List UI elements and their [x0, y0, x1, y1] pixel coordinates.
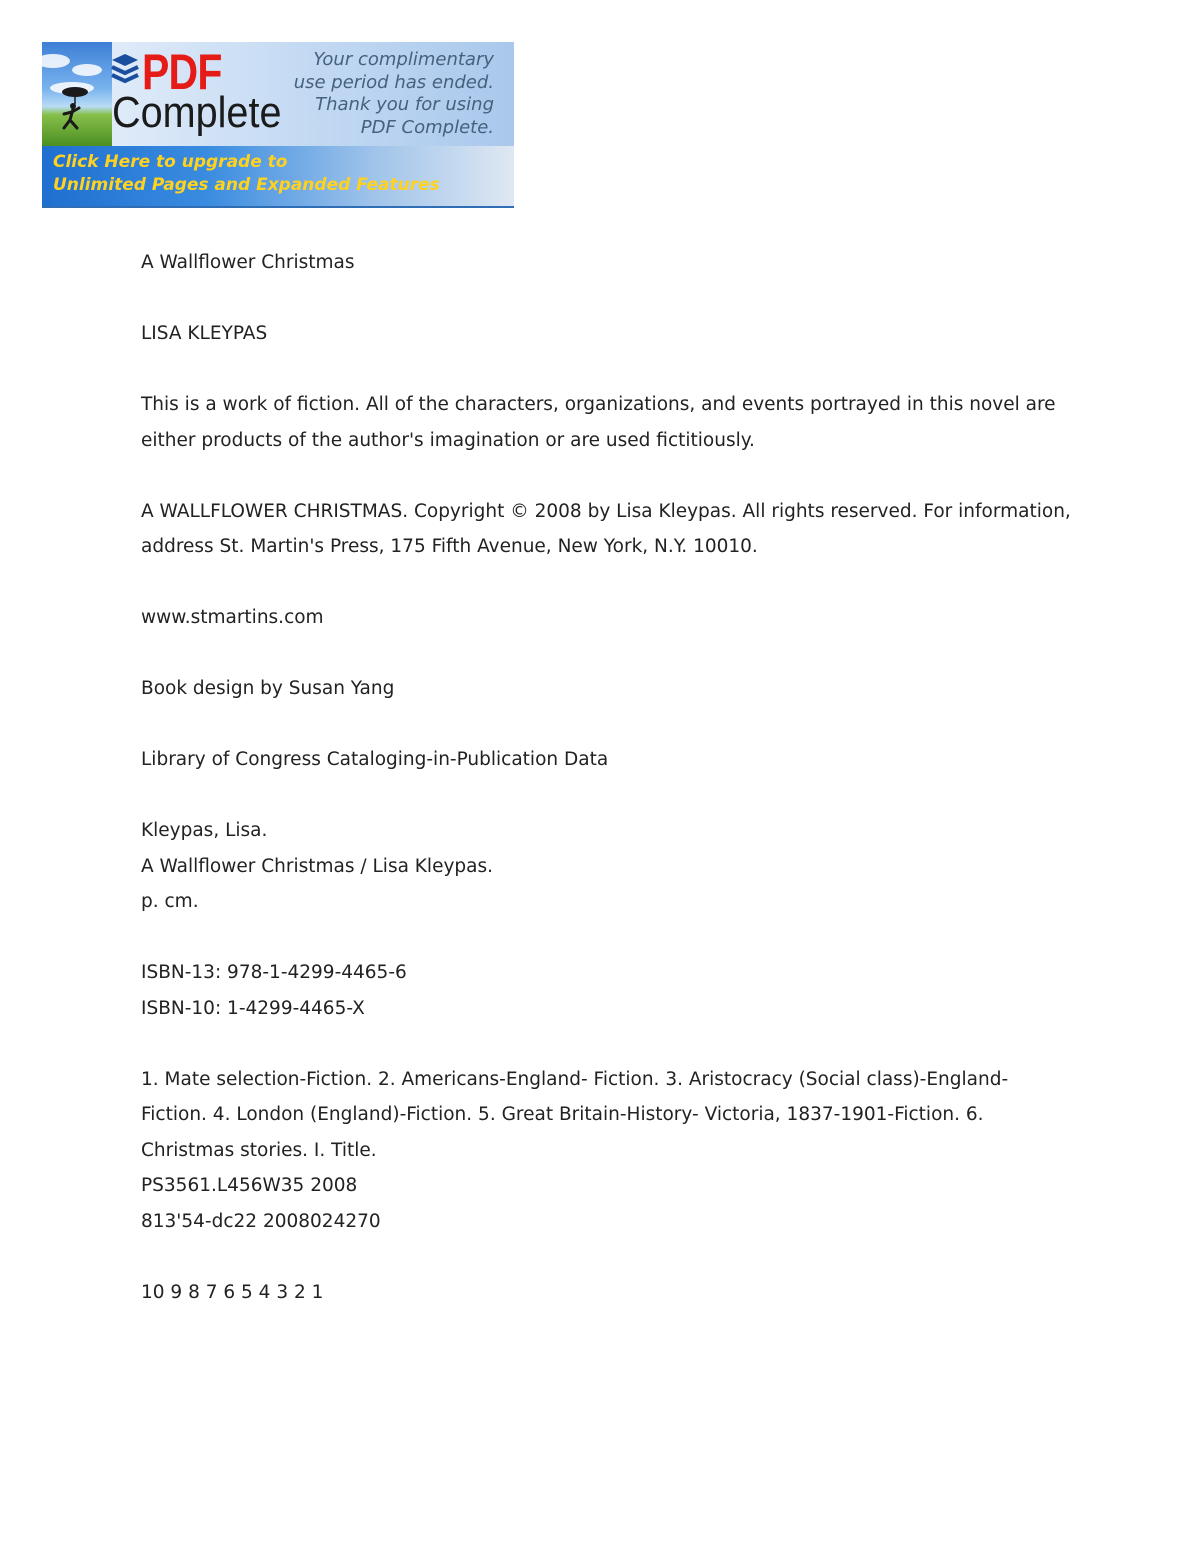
book-author: LISA KLEYPAS — [141, 323, 268, 344]
upgrade-link-line: Unlimited Pages and Expanded Features — [53, 175, 440, 195]
logo-complete-text: Complete — [112, 88, 282, 137]
banner-header — [42, 42, 514, 146]
pdf-complete-banner — [42, 42, 514, 208]
cip-author: Kleypas, Lisa. — [141, 820, 268, 841]
isbn-10: ISBN-10: 1-4299-4465-X — [141, 997, 365, 1019]
copyright-page — [141, 245, 1071, 1310]
logo-pdf-text: PDF — [142, 44, 222, 100]
book-title: A Wallflower Christmas — [141, 252, 355, 273]
isbn-13: ISBN-13: 978-1-4299-4465-6 — [141, 962, 407, 983]
jumping-person-icon — [42, 42, 112, 146]
call-number: PS3561.L456W35 2008 — [141, 1175, 358, 1196]
message-line: use period has ended. — [293, 71, 494, 93]
upgrade-link-line: Click Here to upgrade to — [53, 152, 288, 172]
message-line: PDF Complete. — [360, 116, 494, 138]
printing-line: 10 9 8 7 6 5 4 3 2 1 — [141, 1281, 324, 1303]
copyright-notice: A WALLFLOWER CHRISTMAS. Copyright © 2008 by Lisa Kleypas. All rights reserved. For information, address St. Martin's Press, 175 Fifth Avenue, New York, N.Y. 10010. — [141, 500, 1071, 557]
cip-pages: p. cm. — [141, 891, 199, 912]
banner-photo — [42, 42, 112, 146]
publisher-website: www.stmartins.com — [141, 607, 324, 628]
subject-headings: 1. Mate selection-Fiction. 2. Americans-England- Fiction. 3. Aristocracy (Social class)-England-Fiction. 4. London (England)-Fiction. 5. Great Britain-History- Victoria, 1837-1901-Fiction. 6. Christmas stories. I. Title. — [141, 1068, 1009, 1161]
message-line: Thank you for using — [315, 94, 494, 115]
dewey-number: 813'54-dc22 2008024270 — [141, 1210, 381, 1232]
trial-ended-message — [294, 49, 494, 139]
fiction-disclaimer: This is a work of fiction. All of the characters, organizations, and events portrayed in this novel are either products of the author's imagination or are used fictitiously. — [141, 394, 1056, 451]
cip-title: A Wallflower Christmas / Lisa Kleypas. — [141, 855, 494, 877]
cip-heading: Library of Congress Cataloging-in-Publication Data — [141, 749, 609, 770]
upgrade-link[interactable] — [42, 146, 514, 206]
message-line: Your complimentary — [313, 49, 494, 70]
design-credit: Book design by Susan Yang — [141, 678, 395, 699]
layers-icon — [110, 52, 140, 86]
